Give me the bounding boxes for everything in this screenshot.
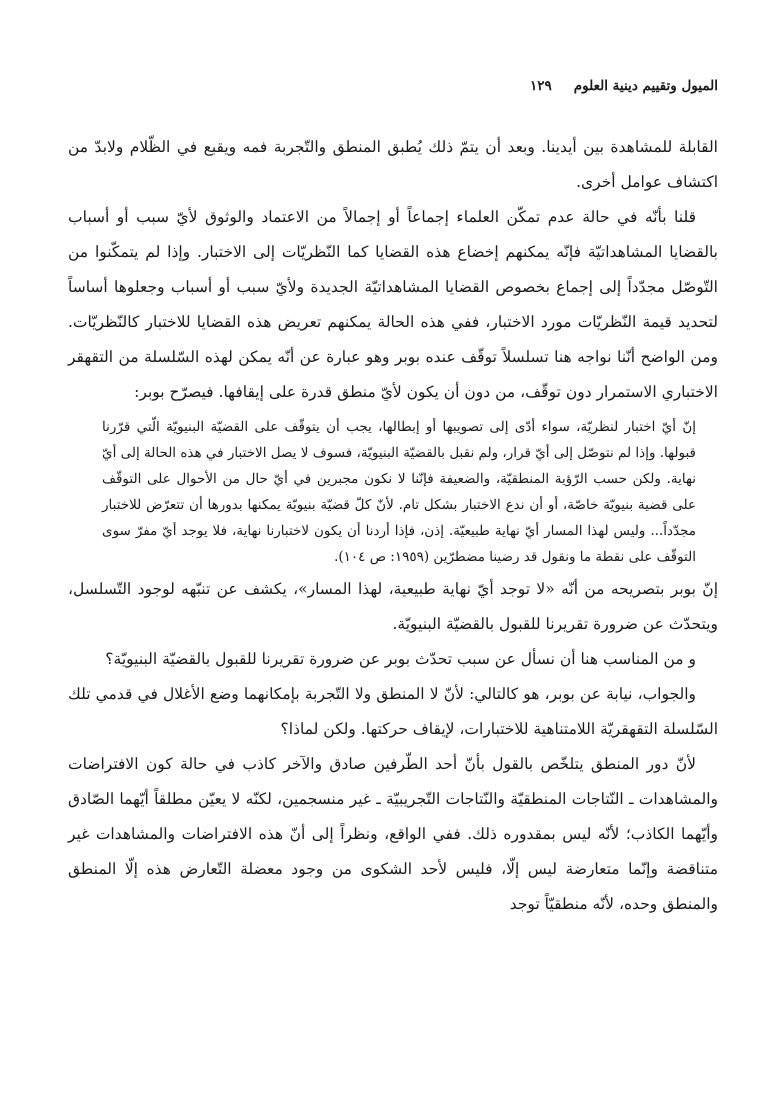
- paragraph-continuation: القابلة للمشاهدة بين أيدينا. وبعد أن يتمّ ذلك يُطبق المنطق والتّجربة فمه ويقبع في الظّلام ولابدّ من اكتشاف عوامل أخرى.: [68, 138, 718, 191]
- block-quote-popper: إنّ أيّ اختبار لنظريّة، سواء أدّى إلى تصويبها أو إبطالها، يجب أن يتوقّف على القضيّة البنيويّة الّتي قرّرنا قبولها. وإذا لم نتوصّل إلى أيّ قرار، ولم نقبل بالقضيّة البنيويّة، فسوف لا يصل الاختبار في هذه الحالة إلى أيّ نهاية. ولكن حسب الرّؤية المنطقيّة، والضعيفة فإنّنا لا نكون مجبرين في أيّ حال من الأحوال على التوقّف على قضية بنيويّة خاصّة، أو أن ندع الاختبار بشكل تام. لأنّ كلّ قضيّة بنيويّة يمكنها بدورها أن تتعرّض للاختبار مجدّداً... وليس لهذا المسار أيّ نهاية طبيعيّة. إذن، فإذا أردنا أن يكون لاختبارنا نهاية، فلا يوجد أيّ مفرّ سوى التوقّف على نقطة ما ونقول قد رضينا مضطرّين (١٩٥٩: ص ١٠٤).: [102, 419, 696, 565]
- page-number: ١٢٩: [530, 78, 552, 94]
- running-title: الميول وتقييم دينية العلوم: [573, 78, 718, 94]
- paragraph-popper-explanation: إنّ بوبر بتصريحه من أنّه «لا توجد أيّ نهاية طبيعية، لهذا المسار»، يكشف عن تنبّهه لوجود التّسلسل، ويتحدّث عن ضرورة تقريرنا للقبول بالقضيّة البنيويّة.: [68, 580, 718, 633]
- page-body: [68, 130, 718, 922]
- running-header: [68, 78, 718, 108]
- book-page: [68, 78, 718, 922]
- paragraph-question: و من المناسب هنا أن نسأل عن سبب تحدّث بوبر عن ضرورة تقريرنا للقبول بالقضيّة البنيويّة؟: [105, 650, 696, 668]
- paragraph-logic-role: لأنّ دور المنطق يتلخّص بالقول بأنّ أحد الطّرفين صادق والآخر كاذب في حالة كون الافتراضات والمشاهدات ـ النّتاجات المنطقيّة والنّتاجات التّجريبيّة ـ غير منسجمين، لكنّه لا يعيّن مطلقاً أيّهما الصّادق وأيّهما الكاذب؛ لأنّه ليس بمقدوره ذلك. ففي الواقع، ونظراً إلى أنّ هذه الافتراضات والمشاهدات غير متناقضة وإنّما متعارضة ليس إلّا، فليس لأحد الشكوى من وجود معضلة التّعارض هذه إلّا المنطق والمنطق وحده، لأنّه منطقيّاً توجد: [68, 755, 718, 913]
- paragraph-popper-regress: قلنا بأنّه في حالة عدم تمكّن العلماء إجماعاً أو إجمالاً من الاعتماد والوثوق لأيّ سبب أو أسباب بالقضايا المشاهداتيّة فإنّه يمكنهم إخضاع هذه القضايا كما النّظريّات إلى الاختبار. وإذا لم يتمكّنوا من التّوصّل مجدّداً إلى إجماع بخصوص القضايا المشاهداتيّة الجديدة ولأيّ سبب أو أسباب وجعلوها أساساً لتحديد قيمة النّظريّات مورد الاختبار، ففي هذه الحالة يمكنهم تعريض هذه القضايا للاختبار كالنّظريّات. ومن الواضح أنّنا نواجه هنا تسلسلاً توقّف عنده بوبر وهو عبارة عن أنّه يمكن لهذه السّلسلة من التقهقر الاختباري الاستمرار دون توقّف، من دون أن يكون لأيّ منطق قدرة على إيقافها. فيصرّح بوبر:: [68, 208, 718, 401]
- paragraph-answer: والجواب، نيابة عن بوبر، هو كالتالي: لأنّ لا المنطق ولا التّجربة بإمكانهما وضع الأغلال في قدمي تلك السّلسلة التقهقريّة اللامتناهية للاختبارات، لإيقاف حركتها. ولكن لماذا؟: [68, 685, 718, 738]
